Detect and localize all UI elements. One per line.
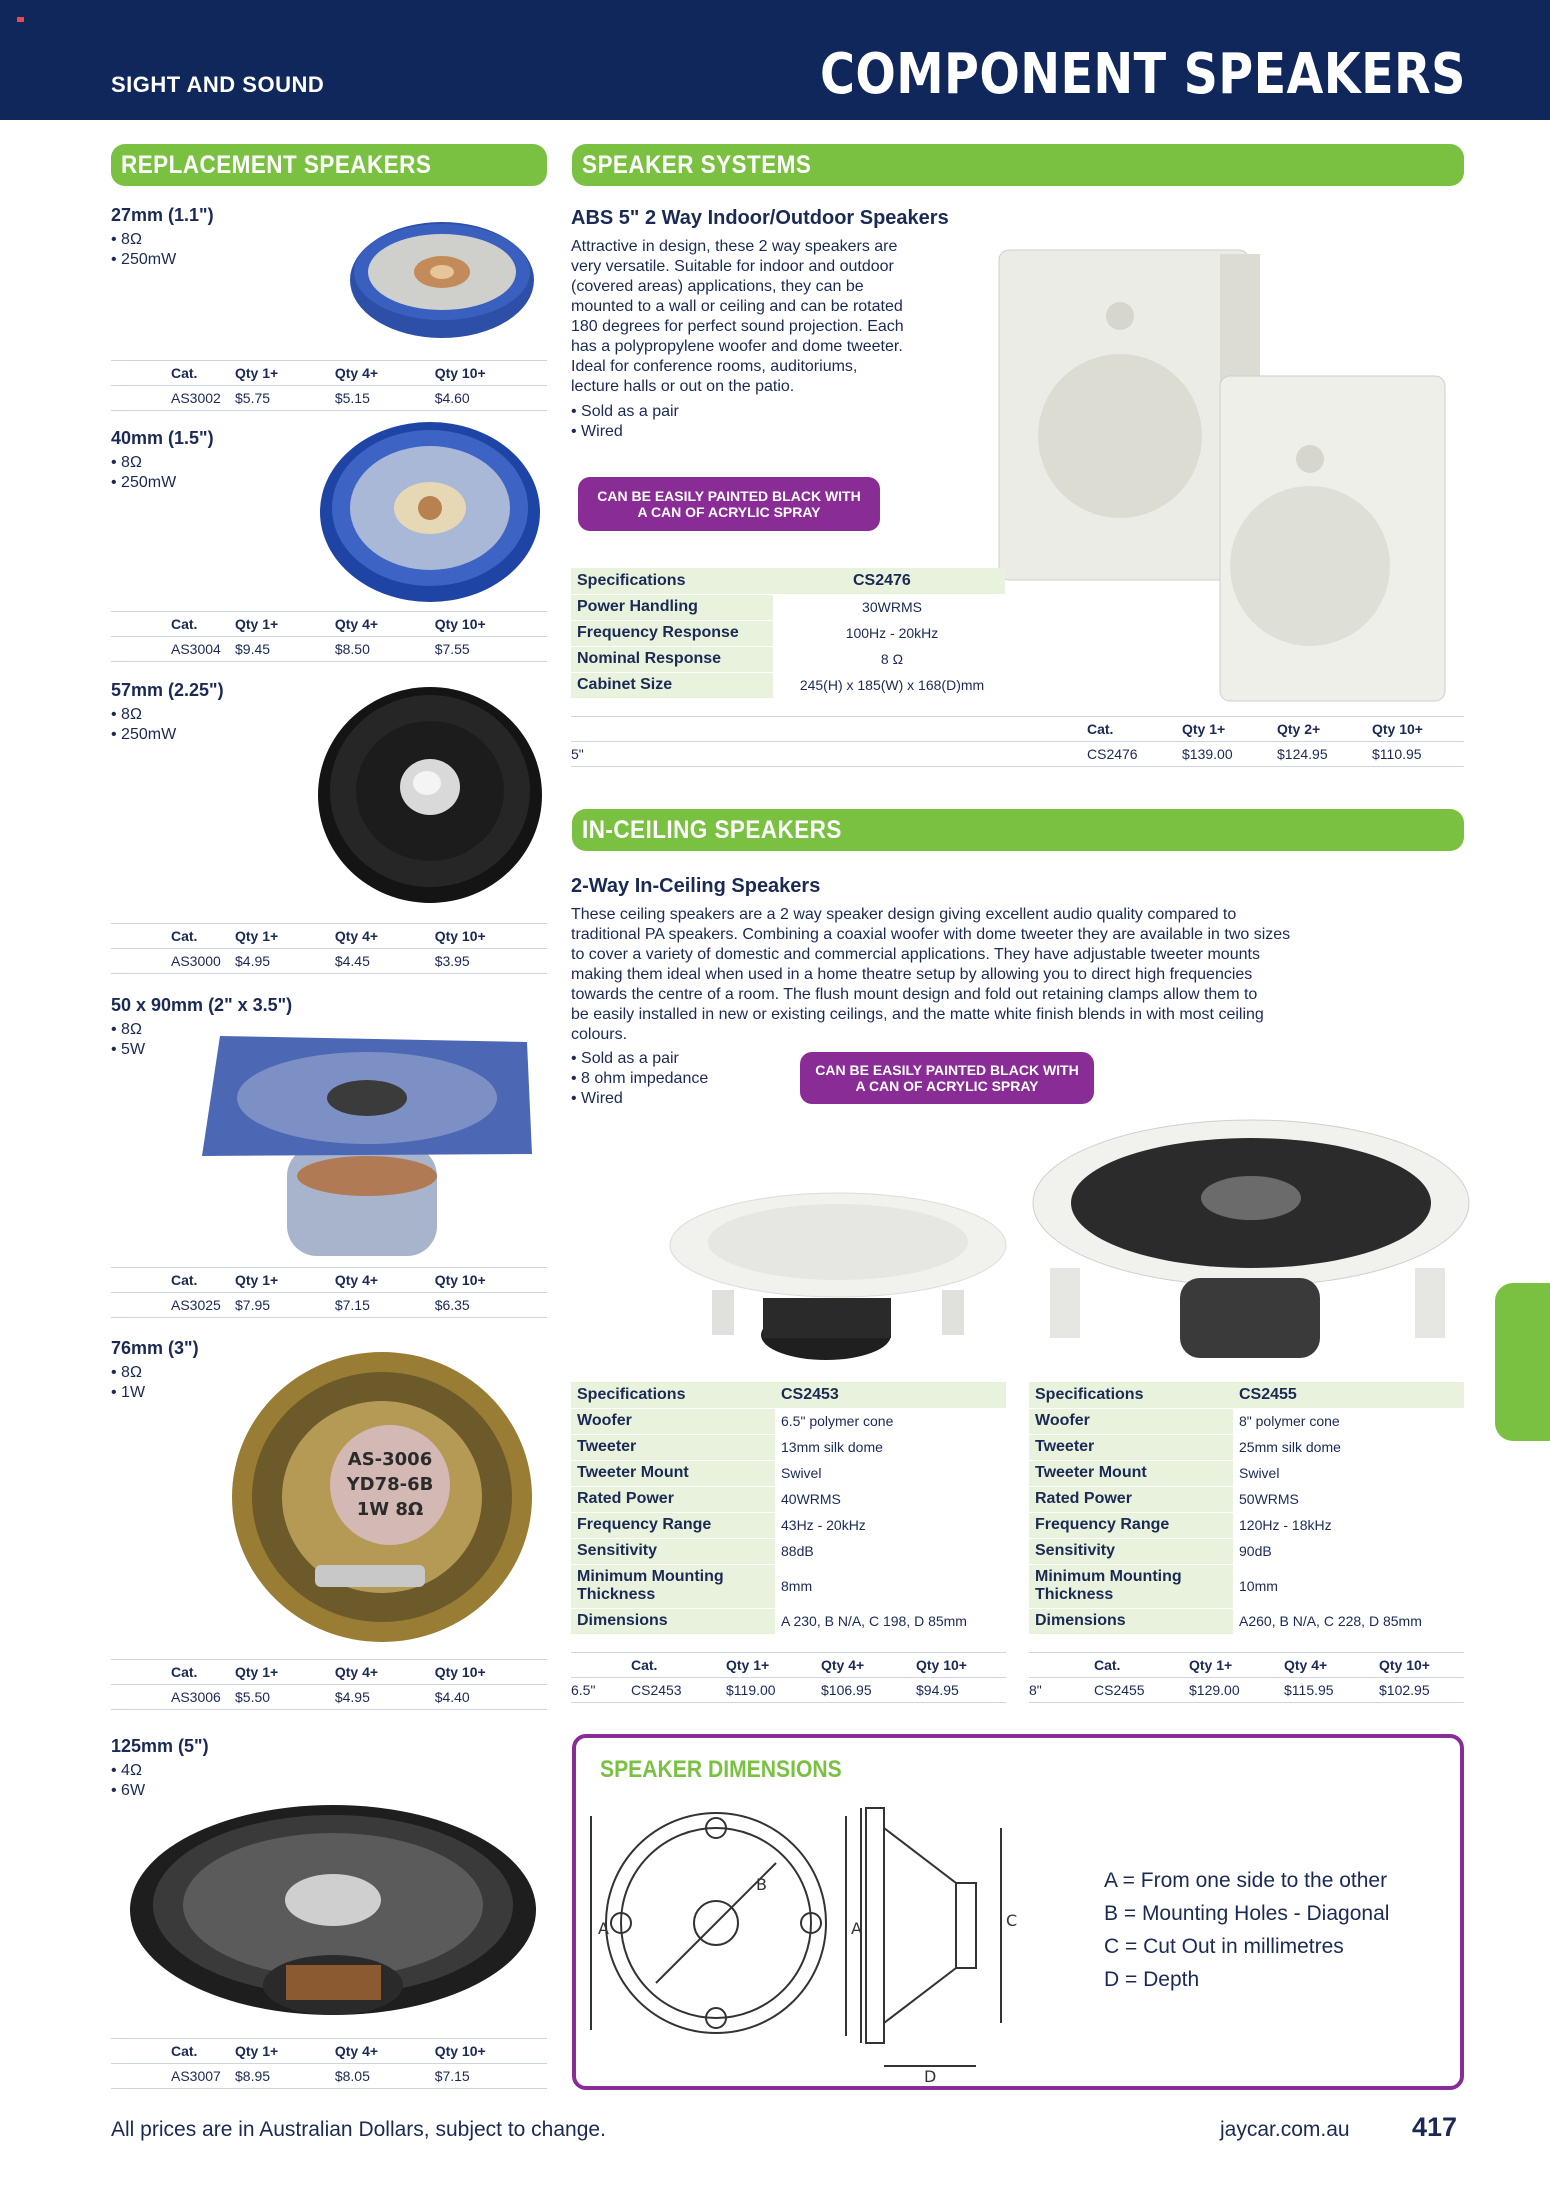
spec-bullet: • 5W	[111, 1040, 547, 1060]
spec-bullet: • 1W	[111, 1383, 547, 1403]
speaker-57mm-image	[315, 683, 545, 908]
paint-note-badge: CAN BE EASILY PAINTED BLACK WITH A CAN OF ACRYLIC SPRAY	[800, 1052, 1094, 1104]
product-bullets: • Sold as a pair • Wired	[571, 402, 679, 442]
product-name: 57mm (2.25")	[111, 680, 224, 700]
replacement-speaker-item	[111, 1736, 547, 1801]
spec-bullet: • 8Ω	[111, 1020, 547, 1040]
svg-text:B: B	[756, 1875, 767, 1894]
wall-speakers-image	[985, 236, 1463, 704]
price-table: Cat. Qty 1+ Qty 4+ Qty 10+ AS3006 $5.50 $4.95 $4.40	[111, 1659, 547, 1710]
svg-text:YD78-6B: YD78-6B	[346, 1474, 434, 1495]
cat-number[interactable]: AS3000	[111, 949, 231, 974]
speaker-76mm-image	[230, 1350, 535, 1645]
speaker-50x90mm-image	[192, 1036, 537, 1261]
page-header	[0, 0, 1550, 120]
specifications-table-cs2453: Specifications CS2453 Woofer 6.5" polymer cone Tweeter 13mm silk dome Tweeter Mount Swivel Rated Power 40WRMS Frequency Range 43Hz - 20kHz Sensitivity 88dB Minimum Mounting Thickness 8mm Dimensions A 230, B N/A, C 198, D 85mm	[571, 1382, 1006, 1635]
page-title: COMPONENT SPEAKERS	[820, 42, 1466, 107]
price-table-cs2455: Cat. Qty 1+ Qty 4+ Qty 10+ 8" CS2455 $129.00 $115.95 $102.95	[1029, 1652, 1464, 1703]
ceiling-speaker-8-image	[1030, 1118, 1472, 1373]
cat-number[interactable]: AS3002	[111, 386, 231, 411]
replacement-speakers-heading: REPLACEMENT SPEAKERS	[111, 144, 547, 186]
spec-bullet: • 250mW	[111, 250, 547, 270]
cat-number[interactable]: CS2453	[631, 1678, 726, 1703]
price-table: Cat. Qty 1+ Qty 4+ Qty 10+ AS3025 $7.95 $7.15 $6.35	[111, 1267, 547, 1318]
dimensions-title: SPEAKER DIMENSIONS	[600, 1756, 842, 1783]
price-table-cs2453: Cat. Qty 1+ Qty 4+ Qty 10+ 6.5" CS2453 $119.00 $106.95 $94.95	[571, 1652, 1006, 1703]
website-link[interactable]: jaycar.com.au	[1220, 2118, 1350, 2141]
cat-number[interactable]: CS2476	[1087, 742, 1182, 767]
spec-bullet: • 8Ω	[111, 453, 547, 473]
product-description: These ceiling speakers are a 2 way speaker design giving excellent audio quality compared to traditional PA speakers. Combining a coaxial woofer with dome tweeter they are available in two sizes to cover a variety of domestic and commercial applications. They have adjustable tweeter mounts making them ideal when used in a home theatre setup by allowing you to direct high frequencies towards the centre of a room. The flush mount design and fold out retaining clamps allow them to be easily installed in new or existing ceilings, and the matte white finish blends in with most ceiling colours.	[571, 906, 1291, 1043]
svg-text:1W 8Ω: 1W 8Ω	[356, 1499, 424, 1520]
specifications-table: Specifications CS2476 Power Handling 30WRMS Frequency Response 100Hz - 20kHz Nominal Response 8 Ω Cabinet Size 245(H) x 185(W) x 168(D)mm	[571, 568, 1005, 699]
corner-mark	[17, 17, 24, 22]
cat-number[interactable]: AS3007	[111, 2064, 231, 2089]
speaker-dimensions-diagram	[598, 1808, 1086, 2086]
svg-text:A: A	[598, 1919, 609, 1938]
spec-bullet: • 8Ω	[111, 230, 547, 250]
price-table: Cat. Qty 1+ Qty 2+ Qty 10+ 5" CS2476 $139.00 $124.95 $110.95	[571, 716, 1464, 767]
svg-text:A: A	[851, 1919, 862, 1938]
price-table: Cat. Qty 1+ Qty 4+ Qty 10+ AS3000 $4.95 $4.45 $3.95	[111, 923, 547, 974]
spec-bullet: • 8Ω	[111, 1363, 547, 1383]
cat-number[interactable]: AS3006	[111, 1685, 231, 1710]
ceiling-speaker-6-5-image	[668, 1190, 1008, 1365]
product-name: 125mm (5")	[111, 1736, 209, 1756]
spec-bullet: • 250mW	[111, 725, 547, 745]
speaker-systems-heading: SPEAKER SYSTEMS	[572, 144, 1464, 186]
product-description: Attractive in design, these 2 way speakers are very versatile. Suitable for indoor and outdoor (covered areas) applications, they can be mounted to a wall or ceiling and can be rotated 180 degrees for perfect sound projection. Each has a polypropylene woofer and dome tweeter. Ideal for conference rooms, auditoriums, lecture halls or out on the patio.	[571, 238, 904, 395]
page-number: 417	[1412, 2112, 1458, 2142]
product-title: ABS 5" 2 Way Indoor/Outdoor Speakers	[571, 207, 949, 229]
section-label: SIGHT AND SOUND	[111, 72, 325, 97]
paint-note-badge: CAN BE EASILY PAINTED BLACK WITH A CAN OF ACRYLIC SPRAY	[578, 477, 880, 531]
product-name: 40mm (1.5")	[111, 428, 214, 448]
dimensions-legend: A = From one side to the other B = Mounting Holes - Diagonal C = Cut Out in millimetres D = Depth	[1104, 1869, 1390, 1991]
price-table: Cat. Qty 1+ Qty 4+ Qty 10+ AS3007 $8.95 $8.05 $7.15	[111, 2038, 547, 2089]
svg-text:D: D	[924, 2067, 937, 2086]
spec-bullet: • 250mW	[111, 473, 547, 493]
product-name: 27mm (1.1")	[111, 205, 214, 225]
spec-bullet: • 6W	[111, 1781, 547, 1801]
cat-number[interactable]: AS3004	[111, 637, 231, 662]
in-ceiling-speakers-heading: IN-CEILING SPEAKERS	[572, 809, 1464, 851]
cat-number[interactable]: AS3025	[111, 1293, 231, 1318]
price-note: All prices are in Australian Dollars, subject to change.	[111, 2118, 606, 2141]
speaker-40mm-image	[318, 420, 543, 605]
price-table: Cat. Qty 1+ Qty 4+ Qty 10+ AS3004 $9.45 $8.50 $7.55	[111, 611, 547, 662]
svg-text:C: C	[1006, 1911, 1018, 1930]
price-table: Cat. Qty 1+ Qty 4+ Qty 10+ AS3002 $5.75 $5.15 $4.60	[111, 360, 547, 411]
speaker-dimensions-box	[572, 1734, 1464, 2090]
speaker-27mm-image	[345, 210, 540, 345]
svg-text:AS-3006: AS-3006	[347, 1449, 433, 1470]
product-bullets: • Sold as a pair • 8 ohm impedance • Wired	[571, 1049, 708, 1109]
side-tab[interactable]	[1495, 1283, 1550, 1441]
product-name: 50 x 90mm (2" x 3.5")	[111, 995, 293, 1015]
product-name: 76mm (3")	[111, 1338, 199, 1358]
specifications-table-cs2455: Specifications CS2455 Woofer 8" polymer cone Tweeter 25mm silk dome Tweeter Mount Swivel Rated Power 50WRMS Frequency Range 120Hz - 18kHz Sensitivity 90dB Minimum Mounting Thickness 10mm Dimensions A260, B N/A, C 228, D 85mm	[1029, 1382, 1464, 1635]
speaker-125mm-image	[128, 1800, 548, 2040]
product-title: 2-Way In-Ceiling Speakers	[571, 875, 821, 897]
spec-bullet: • 8Ω	[111, 705, 547, 725]
cat-number[interactable]: CS2455	[1094, 1678, 1189, 1703]
spec-bullet: • 4Ω	[111, 1761, 547, 1781]
